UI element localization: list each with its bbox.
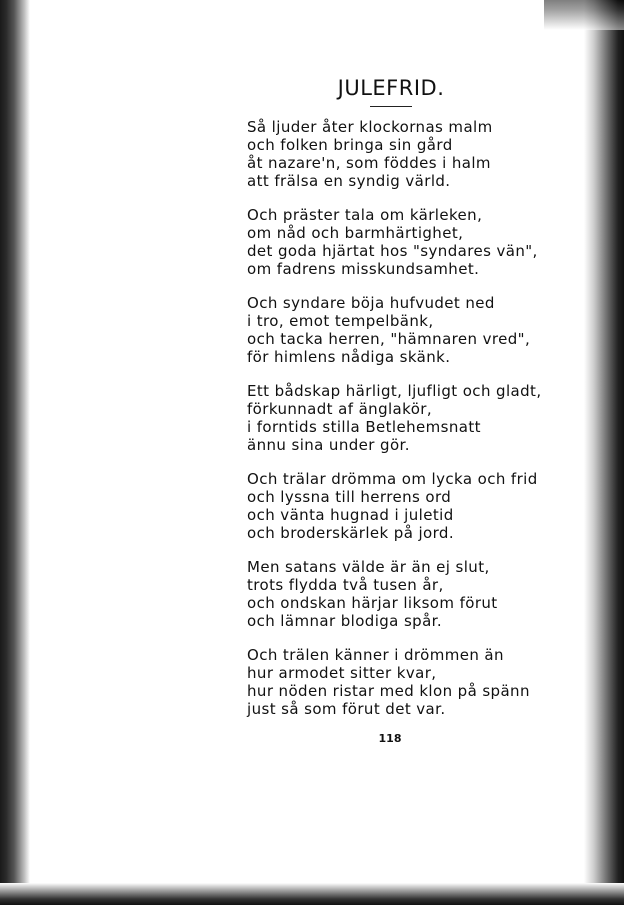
stanza bbox=[247, 382, 567, 454]
title-divider bbox=[370, 106, 412, 107]
scan-edge-bottom bbox=[0, 883, 624, 905]
poem-title: JULEFRID. bbox=[337, 76, 445, 100]
stanza bbox=[247, 294, 567, 366]
poem-line: och ondskan härjar liksom förut bbox=[247, 594, 498, 612]
poem-line: och folken bringa sin gård bbox=[247, 136, 453, 154]
poem-line: och broderskärlek på jord. bbox=[247, 524, 455, 542]
poem-line: Och trälen känner i drömmen än bbox=[247, 646, 504, 664]
poem-line: just så som förut det var. bbox=[247, 700, 446, 718]
stanza bbox=[247, 470, 567, 542]
stanza bbox=[247, 646, 567, 718]
scan-edge-top bbox=[544, 0, 624, 30]
scan-edge-left bbox=[0, 0, 30, 905]
poem-line: förkunnadt af änglakör, bbox=[247, 400, 433, 418]
poem-line: ännu sina under gör. bbox=[247, 436, 410, 454]
poem-line: hur nöden ristar med klon på spänn bbox=[247, 682, 530, 700]
poem-line: att frälsa en syndig värld. bbox=[247, 172, 451, 190]
poem-line: det goda hjärtat hos "syndares vän", bbox=[247, 242, 538, 260]
poem-line: Ett bådskap härligt, ljufligt och gladt, bbox=[247, 382, 542, 400]
poem-line: trots flydda två tusen år, bbox=[247, 576, 444, 594]
poem-line: och lyssna till herrens ord bbox=[247, 488, 452, 506]
poem-line: åt nazare'n, som föddes i halm bbox=[247, 154, 491, 172]
poem-line: Och syndare böja hufvudet ned bbox=[247, 294, 495, 312]
poem-line: Men satans välde är än ej slut, bbox=[247, 558, 490, 576]
poem-line: hur armodet sitter kvar, bbox=[247, 664, 437, 682]
stanza bbox=[247, 118, 567, 190]
poem-line: för himlens nådiga skänk. bbox=[247, 348, 451, 366]
poem-line: om nåd och barmhärtighet, bbox=[247, 224, 464, 242]
poem-line: i forntids stilla Betlehemsnatt bbox=[247, 418, 481, 436]
poem-line: Så ljuder åter klockornas malm bbox=[247, 118, 493, 136]
poem-line: Och trälar drömma om lycka och frid bbox=[247, 470, 538, 488]
poem-line: och vänta hugnad i juletid bbox=[247, 506, 454, 524]
poem-line: om fadrens misskundsamhet. bbox=[247, 260, 480, 278]
poem-body bbox=[247, 118, 567, 734]
poem-line: och lämnar blodiga spår. bbox=[247, 612, 443, 630]
stanza bbox=[247, 558, 567, 630]
poem-line: i tro, emot tempelbänk, bbox=[247, 312, 434, 330]
poem-line: Och präster tala om kärleken, bbox=[247, 206, 483, 224]
stanza bbox=[247, 206, 567, 278]
page-number: 118 bbox=[378, 732, 402, 745]
scan-edge-right bbox=[584, 0, 624, 905]
poem-line: och tacka herren, "hämnaren vred", bbox=[247, 330, 531, 348]
